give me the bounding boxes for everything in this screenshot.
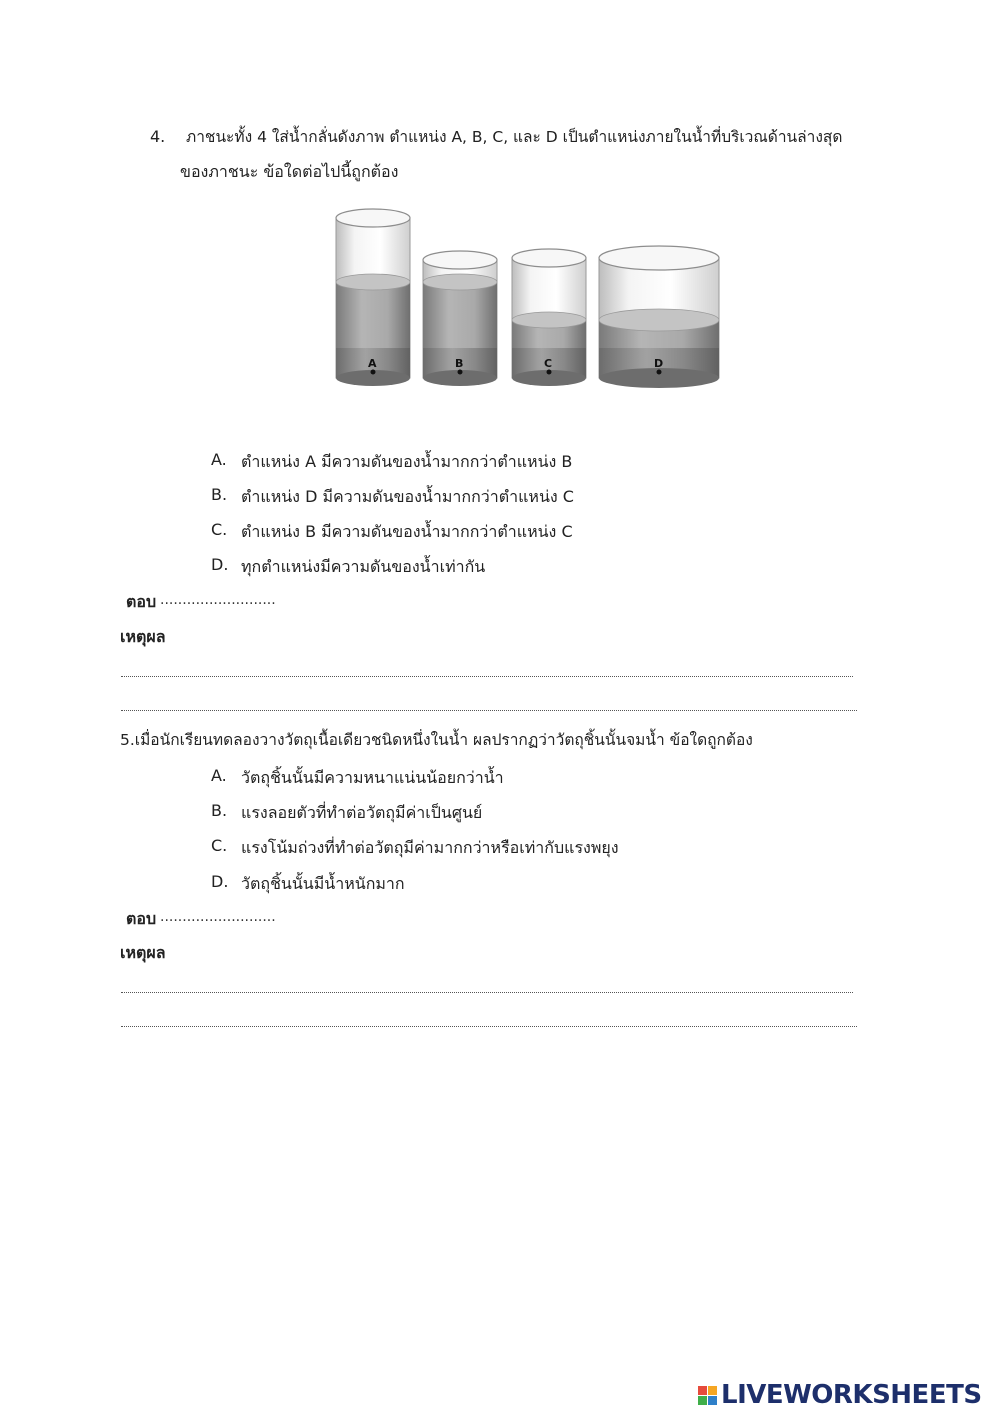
cylinders-figure [322, 196, 742, 396]
option-text: วัตถุชิ้นนั้นมีน้ำหนักมาก [241, 874, 405, 893]
q5-answer-field[interactable]: .......................... [160, 909, 276, 925]
option-text: ทุกตำแหน่งมีความดันของน้ำเท่ากัน [241, 557, 486, 576]
liveworksheets-logo [698, 1378, 982, 1412]
logo-text: LIVEWORKSHEETS [721, 1380, 982, 1410]
q5-reason-line-1[interactable] [121, 992, 853, 993]
option-letter: D. [211, 555, 229, 574]
option-text: แรงลอยตัวที่ทำต่อวัตถุมีค่าเป็นศูนย์ [241, 803, 483, 822]
option-letter: A. [211, 450, 227, 469]
option-letter: D. [211, 872, 229, 891]
figure-label-c: C [544, 357, 553, 370]
q4-answer-label: ตอบ [126, 592, 157, 611]
option-letter: C. [211, 836, 228, 855]
option-letter: B. [211, 801, 228, 820]
q4-text-line1: ภาชนะทั้ง 4 ใส่น้ำกลั่นดังภาพ ตำแหน่ง A, B, C, และ D เป็นตำแหน่งภายในน้ำที่บริเวณด้านล่างสุด [186, 128, 843, 146]
option-text: ตำแหน่ง A มีความดันของน้ำมากกว่าตำแหน่ง B [241, 452, 573, 471]
option-letter: B. [211, 485, 228, 504]
option-text: ตำแหน่ง B มีความดันของน้ำมากกว่าตำแหน่ง C [241, 522, 573, 541]
option-letter: C. [211, 520, 228, 539]
option-text: ตำแหน่ง D มีความดันของน้ำมากกว่าตำแหน่ง C [241, 487, 574, 506]
q4-reason-line-1[interactable] [121, 676, 853, 677]
q4-answer-field[interactable]: .......................... [160, 592, 276, 608]
q4-text-line2: ของภาชนะ ข้อใดต่อไปนี้ถูกต้อง [180, 162, 399, 181]
q5-reason-line-2[interactable] [121, 1026, 857, 1027]
option-text: วัตถุชิ้นนั้นมีความหนาแน่นน้อยกว่าน้ำ [241, 768, 504, 787]
q4-reason-label: เหตุผล [120, 627, 166, 646]
q5-text: 5.เมื่อนักเรียนทดลองวางวัตถุเนื้อเดียวชนิดหนึ่งในน้ำ ผลปรากฏว่าวัตถุชิ้นนั้นจมน้ำ ข้อใดถูกต้อง [120, 731, 753, 749]
figure-label-b: B [455, 357, 464, 370]
option-text: แรงโน้มถ่วงที่ทำต่อวัตถุมีค่ามากกว่าหรือเท่ากับแรงพยุง [241, 838, 619, 857]
q4-number: 4. [150, 127, 166, 146]
q4-reason-line-2[interactable] [121, 710, 857, 711]
logo-mark-icon [698, 1386, 717, 1405]
option-letter: A. [211, 766, 227, 785]
figure-label-d: D [654, 357, 664, 370]
figure-label-a: A [368, 357, 377, 370]
q5-answer-label: ตอบ [126, 909, 157, 928]
q5-reason-label: เหตุผล [120, 943, 166, 962]
